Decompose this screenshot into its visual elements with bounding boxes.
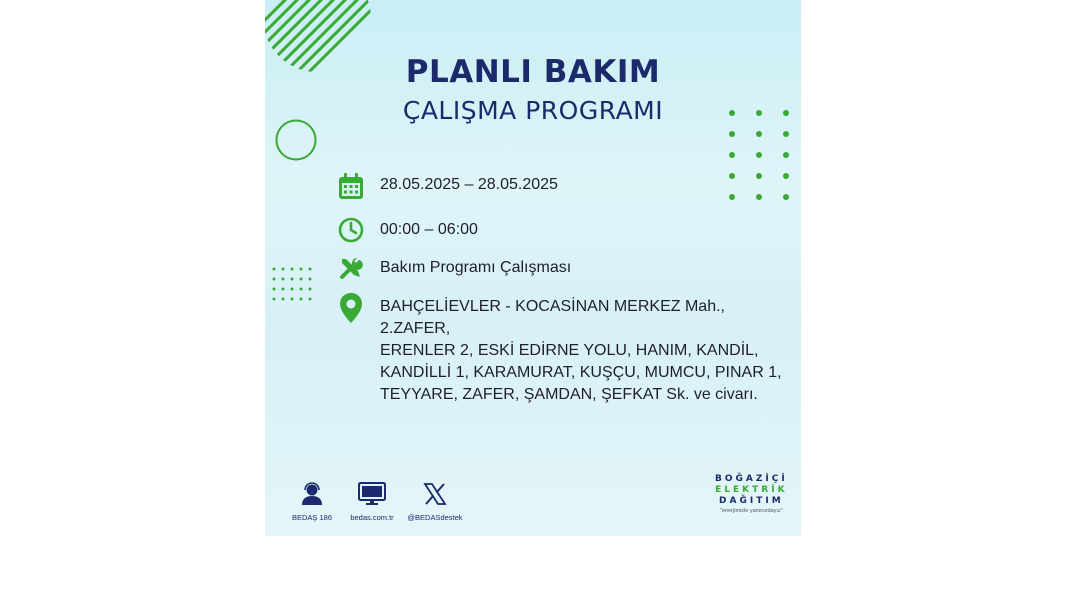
small-dot-grid-decoration [271, 266, 313, 308]
clock-icon [337, 216, 365, 244]
time-row [337, 216, 478, 244]
web-label: bedas.com.tr [350, 513, 394, 522]
date-row [337, 172, 558, 200]
time-range-text: 00:00 – 06:00 [380, 221, 478, 238]
address-line: KANDİLLİ 1, KARAMURAT, KUŞÇU, MUMCU, PINAR 1, [380, 364, 782, 381]
work-row [337, 254, 571, 282]
address-line: BAHÇELİEVLER - KOCASİNAN MERKEZ Mah., 2.ZAFER, [380, 298, 725, 337]
footer-phone[interactable] [287, 482, 337, 522]
brand-logo [715, 474, 788, 514]
announcement-card [265, 0, 801, 536]
call-center-icon [299, 482, 325, 506]
phone-label: BEDAŞ 186 [291, 513, 333, 522]
social-label: @BEDASdestek [407, 513, 463, 522]
x-logo-icon [423, 482, 447, 506]
monitor-icon [358, 482, 386, 506]
address-line: ERENLER 2, ESKİ EDİRNE YOLU, HANIM, KANDİL, [380, 342, 759, 359]
date-range-text: 28.05.2025 – 28.05.2025 [380, 176, 558, 193]
brand-line-2: ELEKTRİK [715, 485, 788, 495]
footer-web[interactable] [345, 482, 399, 522]
work-type-text: Bakım Programı Çalışması [380, 259, 572, 276]
tools-icon [337, 254, 365, 282]
brand-line-3: DAĞITIM [719, 496, 784, 506]
brand-line-1: BOĞAZİÇİ [715, 474, 788, 484]
address-text [380, 296, 790, 406]
page-title: PLANLI BAKIM [405, 54, 661, 90]
brand-slogan: "enerjimizle yanınızdayız" [720, 508, 783, 514]
page-subtitle: ÇALIŞMA PROGRAMI [402, 96, 664, 125]
footer-social[interactable] [403, 482, 467, 522]
address-row [337, 294, 790, 406]
address-line: TEYYARE, ZAFER, ŞAMDAN, ŞEFKAT Sk. ve civarı. [380, 386, 758, 403]
location-pin-icon [337, 294, 365, 322]
calendar-icon [337, 172, 365, 200]
